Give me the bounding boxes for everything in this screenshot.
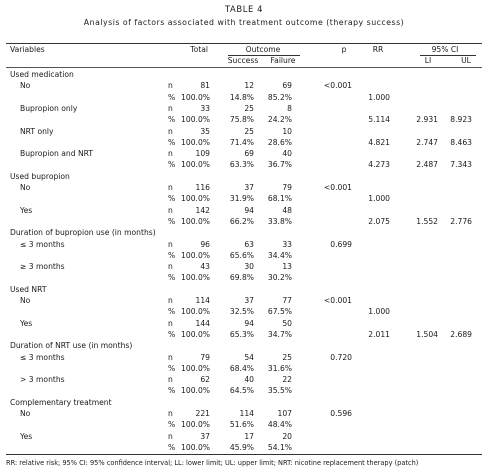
success-cell: 68.4% <box>229 363 254 373</box>
success-cell: 40 <box>244 375 254 385</box>
unit-cell: % <box>168 92 176 102</box>
rr-cell: 4.821 <box>368 137 390 147</box>
unit-cell: % <box>168 442 176 452</box>
footnote: RR: relative risk; 95% CI: 95% confidence interval; LL: lower limit; UL: upper limit; NRT: nicotine replacement therapy (patch) <box>6 459 419 467</box>
unit-cell: % <box>168 329 176 339</box>
success-cell: 66.2% <box>229 216 254 226</box>
row-label: Yes <box>20 205 33 215</box>
failure-cell: 25 <box>282 352 292 362</box>
total-cell: 114 <box>195 296 210 305</box>
unit-cell: n <box>168 296 173 305</box>
ci-upper-cell: 8.923 <box>450 115 472 125</box>
failure-cell: 54.1% <box>267 442 292 452</box>
success-cell: 114 <box>239 409 254 418</box>
failure-cell: 85.2% <box>267 92 292 102</box>
success-cell: 94 <box>244 318 254 328</box>
failure-cell: 8 <box>287 103 292 113</box>
success-cell: 37 <box>244 296 254 305</box>
rr-cell: 4.273 <box>368 160 390 170</box>
rr-cell: 2.011 <box>368 329 390 339</box>
row-label: Bupropion and NRT <box>20 149 93 159</box>
header-p: p <box>341 45 347 54</box>
rr-cell: 1.000 <box>368 194 390 204</box>
total-cell: 116 <box>195 183 210 192</box>
header-variables: Variables <box>10 45 45 54</box>
failure-cell: 48.4% <box>267 420 292 430</box>
row-label: No <box>20 183 31 192</box>
p-value-cell: 0.596 <box>330 409 352 418</box>
ci-upper-cell: 7.343 <box>450 160 472 170</box>
row-label: No <box>20 81 31 91</box>
success-cell: 94 <box>244 205 254 215</box>
unit-cell: % <box>168 250 176 260</box>
success-cell: 51.6% <box>229 420 254 430</box>
failure-cell: 13 <box>282 262 292 272</box>
ci-upper-cell: 2.689 <box>450 329 472 339</box>
header-failure: Failure <box>270 56 296 65</box>
header-outcome: Outcome <box>245 45 281 54</box>
success-cell: 69 <box>244 149 254 159</box>
unit-cell: n <box>168 126 173 136</box>
success-cell: 64.5% <box>229 386 254 396</box>
total-cell: 100.0% <box>181 216 210 226</box>
total-cell: 33 <box>200 103 210 113</box>
failure-cell: 40 <box>282 149 292 159</box>
section-heading: Duration of NRT use (in months) <box>10 341 133 351</box>
success-cell: 63.3% <box>229 160 254 170</box>
p-value-cell: <0.001 <box>323 81 352 91</box>
unit-cell: n <box>168 183 173 192</box>
failure-cell: 48 <box>282 205 292 215</box>
unit-cell: n <box>168 431 173 441</box>
failure-cell: 68.1% <box>267 194 292 204</box>
ci-lower-cell: 1.552 <box>416 216 438 226</box>
success-cell: 65.6% <box>229 250 254 260</box>
ci-upper-cell: 2.776 <box>450 216 472 226</box>
total-cell: 62 <box>200 375 210 385</box>
table-label: TABLE 4 <box>224 4 264 14</box>
total-cell: 100.0% <box>181 307 210 317</box>
total-cell: 221 <box>195 409 210 418</box>
ci-lower-cell: 2.747 <box>416 137 438 147</box>
total-cell: 100.0% <box>181 363 210 373</box>
failure-cell: 79 <box>282 183 292 192</box>
total-cell: 142 <box>195 205 210 215</box>
unit-cell: n <box>168 352 173 362</box>
failure-cell: 34.7% <box>267 329 292 339</box>
failure-cell: 77 <box>282 296 292 305</box>
total-cell: 100.0% <box>181 194 210 204</box>
row-label: No <box>20 296 31 305</box>
total-cell: 37 <box>200 431 210 441</box>
total-cell: 100.0% <box>181 273 210 283</box>
unit-cell: n <box>168 375 173 385</box>
unit-cell: % <box>168 363 176 373</box>
success-cell: 71.4% <box>229 137 254 147</box>
unit-cell: n <box>168 318 173 328</box>
unit-cell: % <box>168 137 176 147</box>
failure-cell: 28.6% <box>267 137 292 147</box>
success-cell: 25 <box>244 126 254 136</box>
failure-cell: 67.5% <box>267 307 292 317</box>
total-cell: 81 <box>200 81 210 91</box>
ci-lower-cell: 1.504 <box>416 329 438 339</box>
rr-cell: 1.000 <box>368 307 390 317</box>
unit-cell: % <box>168 386 176 396</box>
failure-cell: 69 <box>282 81 292 91</box>
failure-cell: 33 <box>282 239 292 249</box>
total-cell: 144 <box>195 318 210 328</box>
ci-lower-cell: 2.487 <box>416 160 438 170</box>
unit-cell: n <box>168 81 173 91</box>
row-label: Yes <box>20 431 33 441</box>
row-label: No <box>20 409 31 418</box>
total-cell: 100.0% <box>181 250 210 260</box>
success-cell: 17 <box>244 431 254 441</box>
row-label: Bupropion only <box>20 103 78 113</box>
total-cell: 100.0% <box>181 329 210 339</box>
table-caption: Analysis of factors associated with treatment outcome (therapy success) <box>83 18 405 27</box>
success-cell: 32.5% <box>229 307 254 317</box>
total-cell: 100.0% <box>181 420 210 430</box>
row-label: NRT only <box>20 126 54 136</box>
p-value-cell: <0.001 <box>323 296 352 305</box>
success-cell: 63 <box>244 239 254 249</box>
unit-cell: % <box>168 160 176 170</box>
failure-cell: 31.6% <box>267 363 292 373</box>
header-rr: RR <box>372 45 384 54</box>
rr-cell: 1.000 <box>368 92 390 102</box>
section-heading: Used NRT <box>10 284 47 294</box>
section-heading: Duration of bupropion use (in months) <box>10 228 156 238</box>
row-label: ≤ 3 months <box>20 239 65 249</box>
unit-cell: n <box>168 409 173 418</box>
section-heading: Used medication <box>10 70 74 79</box>
bottom-rule <box>6 454 482 455</box>
rr-cell: 5.114 <box>368 115 390 125</box>
success-cell: 25 <box>244 103 254 113</box>
row-label: > 3 months <box>20 375 65 385</box>
total-cell: 109 <box>195 149 210 159</box>
header-li: LI <box>424 56 432 65</box>
unit-cell: % <box>168 420 176 430</box>
success-cell: 12 <box>244 81 254 91</box>
failure-cell: 36.7% <box>267 160 292 170</box>
unit-cell: n <box>168 205 173 215</box>
total-cell: 79 <box>200 352 210 362</box>
success-cell: 30 <box>244 262 254 272</box>
p-value-cell: <0.001 <box>323 183 352 192</box>
failure-cell: 30.2% <box>267 273 292 283</box>
rr-cell: 2.075 <box>368 216 390 226</box>
header-ci: 95% CI <box>431 45 459 54</box>
row-label: ≤ 3 months <box>20 352 65 362</box>
unit-cell: % <box>168 115 176 125</box>
success-cell: 69.8% <box>229 273 254 283</box>
failure-cell: 34.4% <box>267 250 292 260</box>
section-heading: Used bupropion <box>10 171 70 181</box>
success-cell: 37 <box>244 183 254 192</box>
failure-cell: 22 <box>282 375 292 385</box>
total-cell: 100.0% <box>181 386 210 396</box>
total-cell: 43 <box>200 262 210 272</box>
top-rule <box>6 43 482 44</box>
section-heading: Complementary treatment <box>10 397 112 407</box>
success-cell: 75.8% <box>229 115 254 125</box>
unit-cell: n <box>168 239 173 249</box>
unit-cell: n <box>168 103 173 113</box>
total-cell: 100.0% <box>181 92 210 102</box>
total-cell: 100.0% <box>181 160 210 170</box>
total-cell: 100.0% <box>181 115 210 125</box>
failure-cell: 10 <box>282 126 292 136</box>
failure-cell: 20 <box>282 431 292 441</box>
row-label: ≥ 3 months <box>20 262 65 272</box>
unit-cell: % <box>168 194 176 204</box>
success-cell: 14.8% <box>229 92 254 102</box>
p-value-cell: 0.699 <box>330 239 352 249</box>
failure-cell: 107 <box>277 409 292 418</box>
total-cell: 100.0% <box>181 442 210 452</box>
unit-cell: n <box>168 149 173 159</box>
total-cell: 35 <box>200 126 210 136</box>
unit-cell: % <box>168 273 176 283</box>
total-cell: 100.0% <box>181 137 210 147</box>
total-cell: 96 <box>200 239 210 249</box>
success-cell: 31.9% <box>229 194 254 204</box>
success-cell: 54 <box>244 352 254 362</box>
ci-upper-cell: 8.463 <box>450 137 472 147</box>
p-value-cell: 0.720 <box>330 352 352 362</box>
unit-cell: % <box>168 307 176 317</box>
unit-cell: % <box>168 216 176 226</box>
success-cell: 45.9% <box>229 442 254 452</box>
failure-cell: 35.5% <box>267 386 292 396</box>
unit-cell: n <box>168 262 173 272</box>
failure-cell: 33.8% <box>267 216 292 226</box>
failure-cell: 50 <box>282 318 292 328</box>
header-rule <box>6 67 482 68</box>
failure-cell: 24.2% <box>267 115 292 125</box>
header-success: Success <box>227 56 259 65</box>
success-cell: 65.3% <box>229 329 254 339</box>
ci-lower-cell: 2.931 <box>416 115 438 125</box>
header-ul: UL <box>461 56 471 65</box>
header-total: Total <box>190 45 208 54</box>
row-label: Yes <box>20 318 33 328</box>
